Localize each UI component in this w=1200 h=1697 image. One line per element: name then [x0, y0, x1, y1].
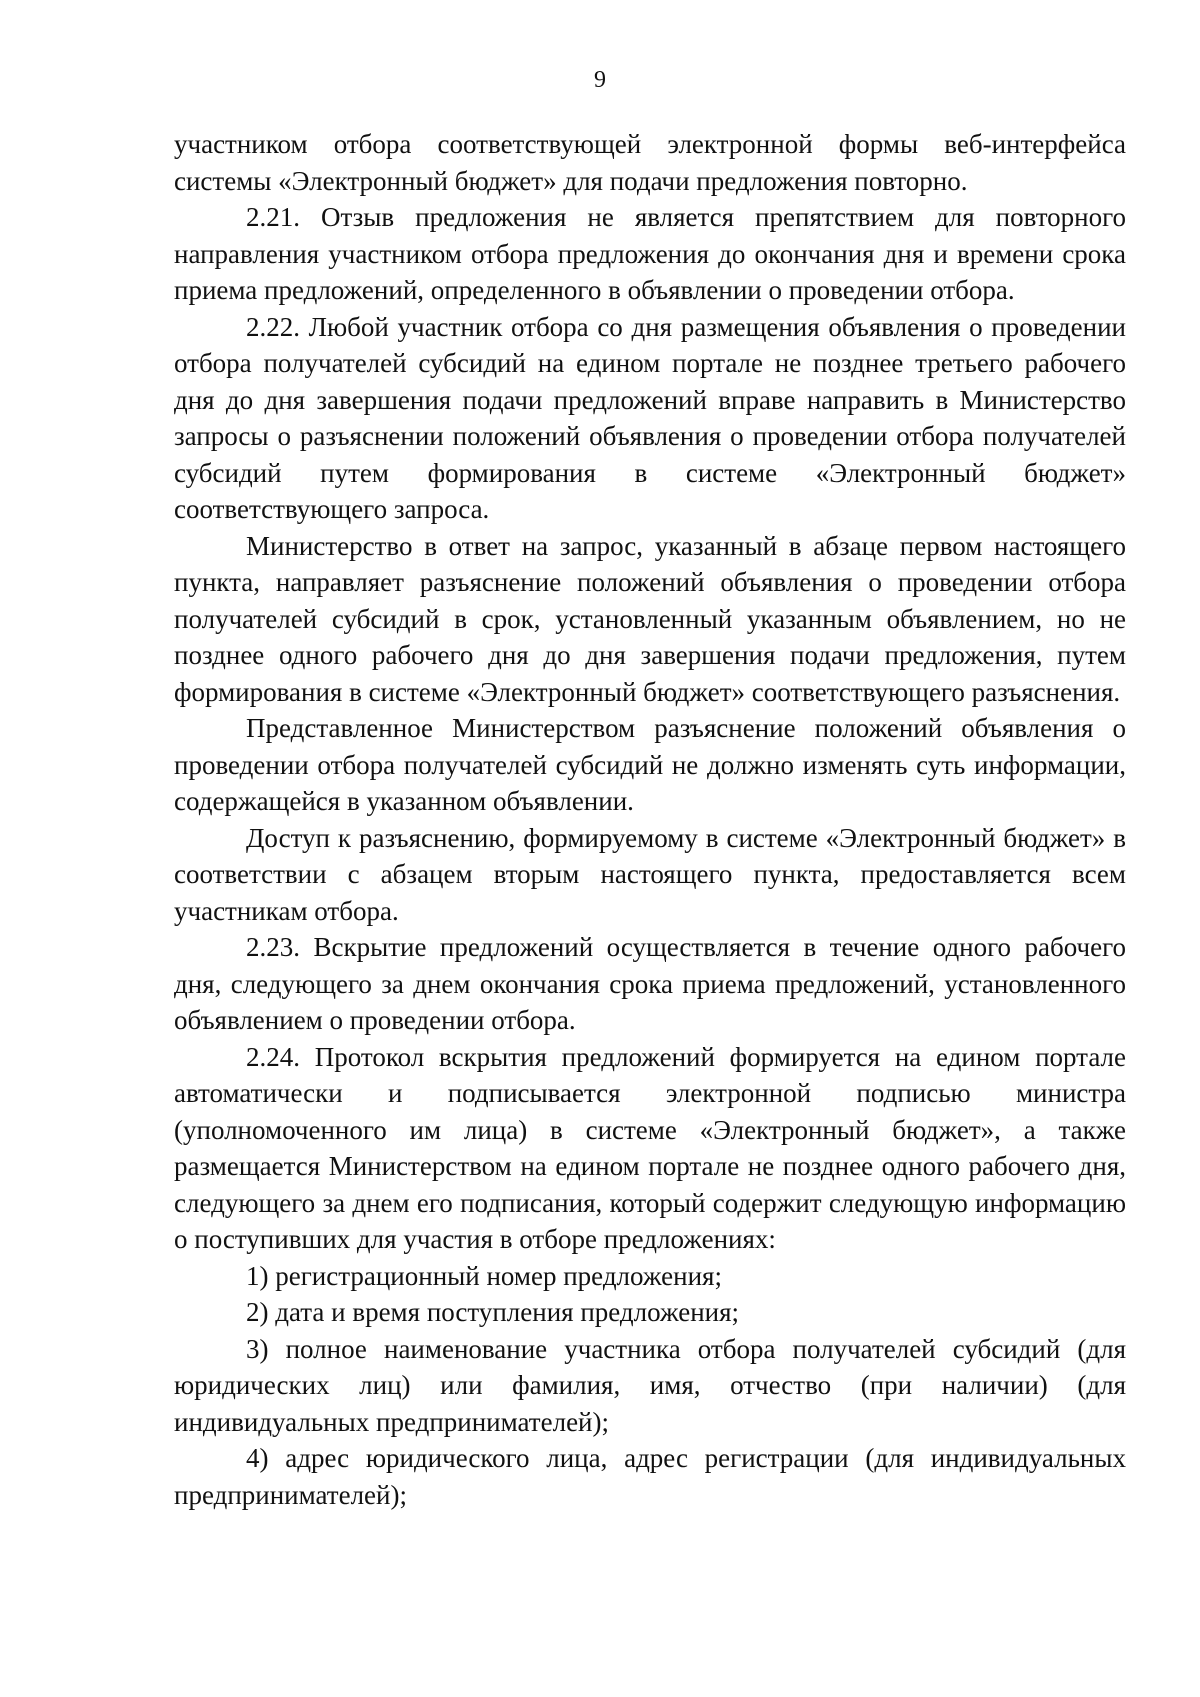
paragraph-ministry-response: Министерство в ответ на запрос, указанный в абзаце первом настоящего пункта, направляет разъяснение положений объявления о проведении отбора получателей субсидий в срок, установленный указанным объявлением, но не позднее одного рабочего дня до дня завершения подачи предложения, путем формирования в системе «Электронный бюджет» соответствующего разъяснения. — [174, 530, 1126, 707]
paragraph-2-23: 2.23. Вскрытие предложений осуществляется в течение одного рабочего дня, следующего за днем окончания срока приема предложений, установленного объявлением о проведении отбора. — [174, 932, 1126, 1035]
list-item-2: 2) дата и время поступления предложения; — [246, 1297, 740, 1327]
paragraph-clarification-scope: Представленное Министерством разъяснение положений объявления о проведении отбора получателей субсидий не должно изменять суть информации, содержащейся в указанном объявлении. — [174, 713, 1126, 816]
list-item-4: 4) адрес юридического лица, адрес регистрации (для индивидуальных предпринимателей); — [174, 1443, 1126, 1510]
paragraph-continuation: участником отбора соответствующей электронной формы веб-интерфейса системы «Электронный бюджет» для подачи предложения повторно. — [174, 129, 1126, 196]
paragraph-2-24: 2.24. Протокол вскрытия предложений формируется на едином портале автоматически и подписывается электронной подписью министра (уполномоченного им лица) в системе «Электронный бюджет», а также размещается Министерством на едином портале не позднее одного рабочего дня, следующего за днем его подписания, который содержит следующую информацию о поступивших для участия в отборе предложениях: — [174, 1041, 1126, 1254]
paragraph-clarification-access: Доступ к разъяснению, формируемому в системе «Электронный бюджет» в соответствии с абзацем вторым настоящего пункта, предоставляется всем участникам отбора. — [174, 822, 1126, 926]
document-body — [174, 126, 1126, 1513]
page-number: 9 — [594, 67, 606, 93]
paragraph-2-21: 2.21. Отзыв предложения не является препятствием для повторного направления участником отбора предложения до окончания дня и времени срока приема предложений, определенного в объявлении о проведении отбора. — [174, 202, 1126, 305]
paragraph-2-22: 2.22. Любой участник отбора со дня размещения объявления о проведении отбора получателей субсидий на едином портале не позднее третьего рабочего дня до дня завершения подачи предложений вправе направить в Министерство запросы о разъяснении положений объявления о проведении отбора получателей субсидий путем формирования в системе «Электронный бюджет» соответствующего запроса. — [174, 311, 1126, 524]
list-item-1: 1) регистрационный номер предложения; — [246, 1260, 722, 1291]
list-item-3: 3) полное наименование участника отбора получателей субсидий (для юридических лиц) или фамилия, имя, отчество (при наличии) (для индивидуальных предпринимателей); — [174, 1333, 1126, 1437]
